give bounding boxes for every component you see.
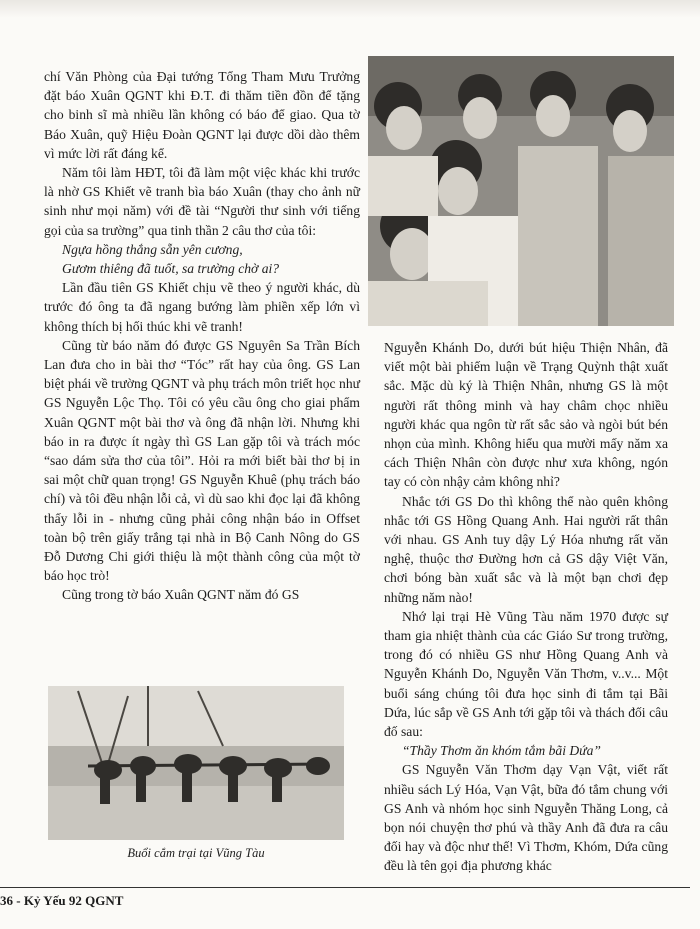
paragraph: chí Văn Phòng của Đại tướng Tổng Tham Mưu Trưởng đặt báo Xuân QGNT khi Đ.T. đi thăm tiền đồn để tặng cho binh sĩ mà nhiều lần không có báo để giao. Qua tờ Báo Xuân, quỹ Hiệu Đoàn QGNT lại được dồi dào thêm vì mức lời rất đáng kể. bbox=[44, 69, 360, 161]
poem-line: Gươm thiêng đã tuốt, sa trường chờ ai? bbox=[62, 261, 280, 277]
page-edge bbox=[0, 0, 700, 18]
left-column bbox=[44, 67, 360, 605]
camp-photo bbox=[48, 686, 344, 840]
group-photo bbox=[368, 56, 674, 326]
paragraph: Nhớ lại trại Hè Vũng Tàu năm 1970 được sự tham gia nhiệt thành của các Giáo Sư trong trường, trong đó có nhiều GS như Hồng Quang Anh và Nguyễn Khánh Do, Nguyễn Văn Thơm, v..v... Một buổi sáng chúng tôi đưa học sinh đi tắm tại Bãi Dứa, lúc sắp về GS Anh tới gặp tôi và thách đối câu đố sau: bbox=[384, 608, 668, 740]
paragraph: Lần đầu tiên GS Khiết chịu vẽ theo ý người khác, dù trước đó ông ta đã ngang bướng làm phiền xếp lớn vì không thích bị hối thúc khi vẽ tranh! bbox=[44, 280, 360, 334]
photo-caption: Buổi cắm trại tại Vũng Tàu bbox=[127, 846, 265, 860]
paragraph: Nguyễn Khánh Do, dưới bút hiệu Thiện Nhân, đã viết một bài phiếm luận về Trạng Quỳnh thật xuất sắc. Mặc dù ký là Thiện Nhân, nhưng GS là một người rất thông minh và hay châm chọc nhiều người khác qua ngôn từ rất sắc sảo và ngòi bút bén nhọn của mình. Không hiểu qua mười mấy năm xa cách Thiện Nhân còn được như xưa không, ngón tay có còn nhậy cảm không nhỉ? bbox=[384, 340, 668, 490]
paragraph: Nhắc tới GS Do thì không thể nào quên không nhắc tới GS Hồng Quang Anh. Hai người rất thân với nhau. GS Anh tuy dậy Lý Hóa nhưng rất văn nghệ, thuộc thơ Đường hơn cả GS dậy Việt Văn, chơi bóng bàn xuất sắc và là một bạn chơi đẹp những năm nào! bbox=[384, 493, 668, 605]
poem-line: Ngựa hồng thắng sẵn yên cương, bbox=[62, 241, 243, 257]
page-footer: 36 - Kỷ Yếu 92 QGNT bbox=[0, 893, 124, 908]
footer-rule bbox=[0, 887, 690, 888]
paragraph: GS Nguyễn Văn Thơm dạy Vạn Vật, viết rất nhiều sách Lý Hóa, Vạn Vật, bữa đó tắm chung với GS Anh và nhóm học sinh Nguyễn Thăng Long, cả bọn nói chuyện thơ phú và thầy Anh đã đưa ra câu đối hay và độc như thế! Vì Thơm, Khóm, Dứa cũng đều là tên gọi địa phương khác bbox=[384, 762, 668, 874]
paragraph: Cũng từ báo năm đó được GS Nguyên Sa Trần Bích Lan đưa cho in bài thơ “Tóc” rất hay của ông. GS Lan biệt phái về trường QGNT và phụ trách môn triết học như GS Nguyễn Lộc Thọ. Tôi có yêu cầu ông cho giai phẩm Xuân QGNT một bài thơ và ông đã nhận lời. Nhưng khi báo in ra được ít ngày thì GS Lan gặp tôi và trách móc “sao dám sửa thơ của tôi”. Hỏi ra mới biết bài thơ bị in sai một chữ quan trọng! GS Nguyễn Khuê (phụ trách báo chí) và tôi đều nhận lỗi cả, vì dù sao khi đọc lại đã không thấy lỗi in - nhưng cũng phải công nhận báo in Offset toàn bộ trên giấy trắng tại nhà in Bộ Canh Nông do GS Đỗ Dương Chi giới thiệu là một thành công của một tờ báo học trò! bbox=[44, 337, 360, 584]
paragraph: Cũng trong tờ báo Xuân QGNT năm đó GS bbox=[62, 587, 300, 603]
quote-line: “Thầy Thơm ăn khóm tắm bãi Dứa” bbox=[402, 743, 601, 759]
right-column bbox=[384, 338, 668, 876]
paragraph: Năm tôi làm HĐT, tôi đã làm một việc khác khi trước là nhờ GS Khiết vẽ tranh bìa báo Xuân (thay cho ảnh nữ sinh như mọi năm) với đề tài “Người thư sinh với tiếng gọi của sa trường” qua tinh thần 2 câu thơ của tôi: bbox=[44, 165, 360, 238]
